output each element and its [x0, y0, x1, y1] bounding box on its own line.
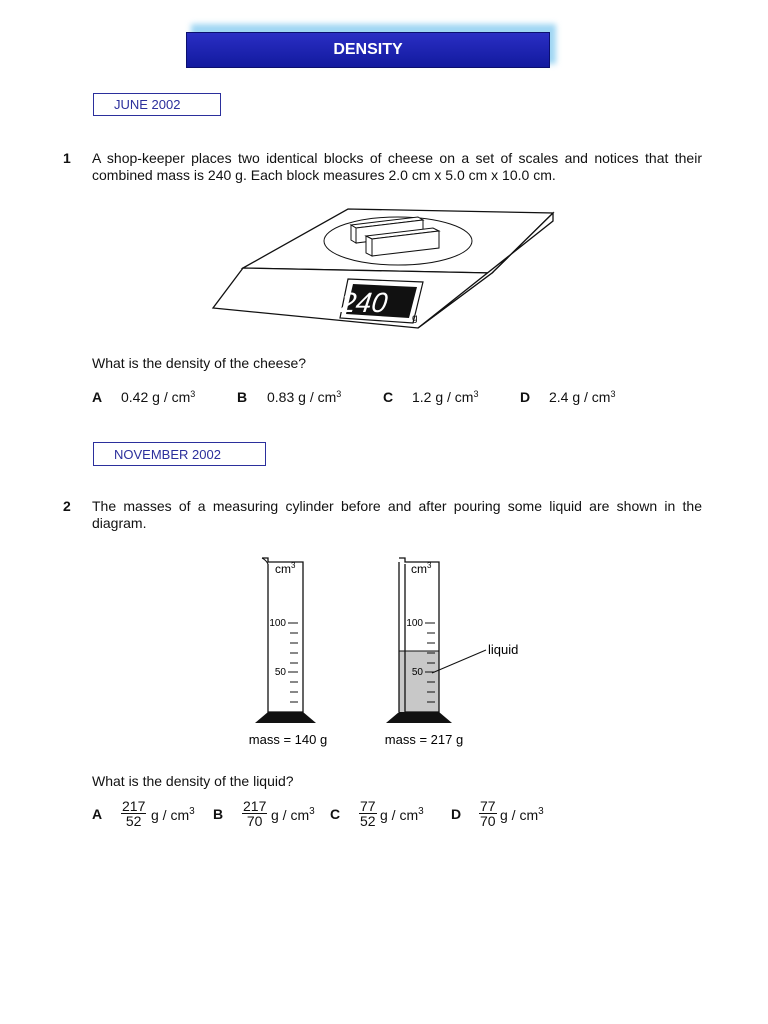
- cylinder-base: [255, 712, 316, 723]
- section-date-november-2002: NOVEMBER 2002: [93, 442, 266, 466]
- tick-label-100: 100: [406, 618, 423, 629]
- question-text: The masses of a measuring cylinder before and after pouring some liquid are shown in the diagram.: [92, 498, 702, 531]
- option-letter-a: A: [92, 806, 103, 822]
- option-letter-c: C: [383, 389, 394, 405]
- question-number: 2: [63, 498, 71, 514]
- cheese-block: [366, 236, 372, 256]
- cylinder-base: [386, 712, 452, 723]
- page-title: DENSITY: [186, 32, 550, 68]
- tick-label-100: 100: [269, 618, 286, 629]
- tick-label-50: 50: [411, 667, 423, 678]
- mass-before-label: mass = 140 g: [248, 732, 328, 747]
- option-letter-b: B: [213, 806, 224, 822]
- option-a-unit: g / $cm^3$: [151, 806, 195, 823]
- question-number: 1: [63, 150, 71, 166]
- question-prompt: What is the density of the cheese?: [92, 355, 307, 371]
- measuring-cylinder-empty: [255, 558, 316, 723]
- option-b-fraction[interactable]: $\frac{217}{70}$: [243, 798, 267, 829]
- option-letter-a: A: [92, 389, 103, 405]
- option-b[interactable]: 0.83 g / $cm^3$: [267, 389, 342, 405]
- tick-label-50: 50: [274, 667, 286, 678]
- scale-display-unit: g: [412, 313, 418, 324]
- option-letter-d: D: [451, 806, 462, 822]
- option-letter-d: D: [520, 389, 531, 405]
- cylinder-unit-label: $cm^3$: [411, 561, 432, 576]
- option-a[interactable]: 0.42 g / $cm^3$: [121, 389, 196, 405]
- option-c-fraction[interactable]: $\frac{77}{52}$: [360, 798, 376, 829]
- cylinder-unit-label: $cm^3$: [275, 561, 296, 576]
- question-text: A shop-keeper places two identical blocks of cheese on a set of scales and notices that their combined mass is 240 g. Each block measures 2.0 cm x 5.0 cm x 10.0 cm.: [92, 150, 702, 183]
- option-a-fraction[interactable]: $\frac{217}{52}$: [122, 798, 146, 829]
- measuring-cylinder-filled: [386, 558, 518, 723]
- option-letter-b: B: [237, 389, 248, 405]
- mass-after-label: mass = 217 g: [384, 732, 464, 747]
- option-b-unit: g / $cm^3$: [271, 806, 315, 823]
- option-c[interactable]: 1.2 g / $cm^3$: [412, 389, 479, 405]
- option-d-fraction[interactable]: $\frac{77}{70}$: [480, 798, 496, 829]
- option-letter-c: C: [330, 806, 341, 822]
- cheese-block: [351, 225, 356, 243]
- cylinders-diagram: [235, 552, 545, 752]
- question-prompt: What is the density of the liquid?: [92, 773, 294, 789]
- scale-diagram: [200, 195, 570, 335]
- section-date-june-2002: JUNE 2002: [93, 93, 221, 116]
- option-d[interactable]: 2.4 g / $cm^3$: [549, 389, 616, 405]
- scale-display-reading: 240: [338, 287, 390, 318]
- liquid-label-leader: [432, 650, 486, 673]
- option-d-unit: g / $cm^3$: [500, 806, 544, 823]
- option-c-unit: g / $cm^3$: [380, 806, 424, 823]
- liquid-label: liquid: [488, 642, 519, 657]
